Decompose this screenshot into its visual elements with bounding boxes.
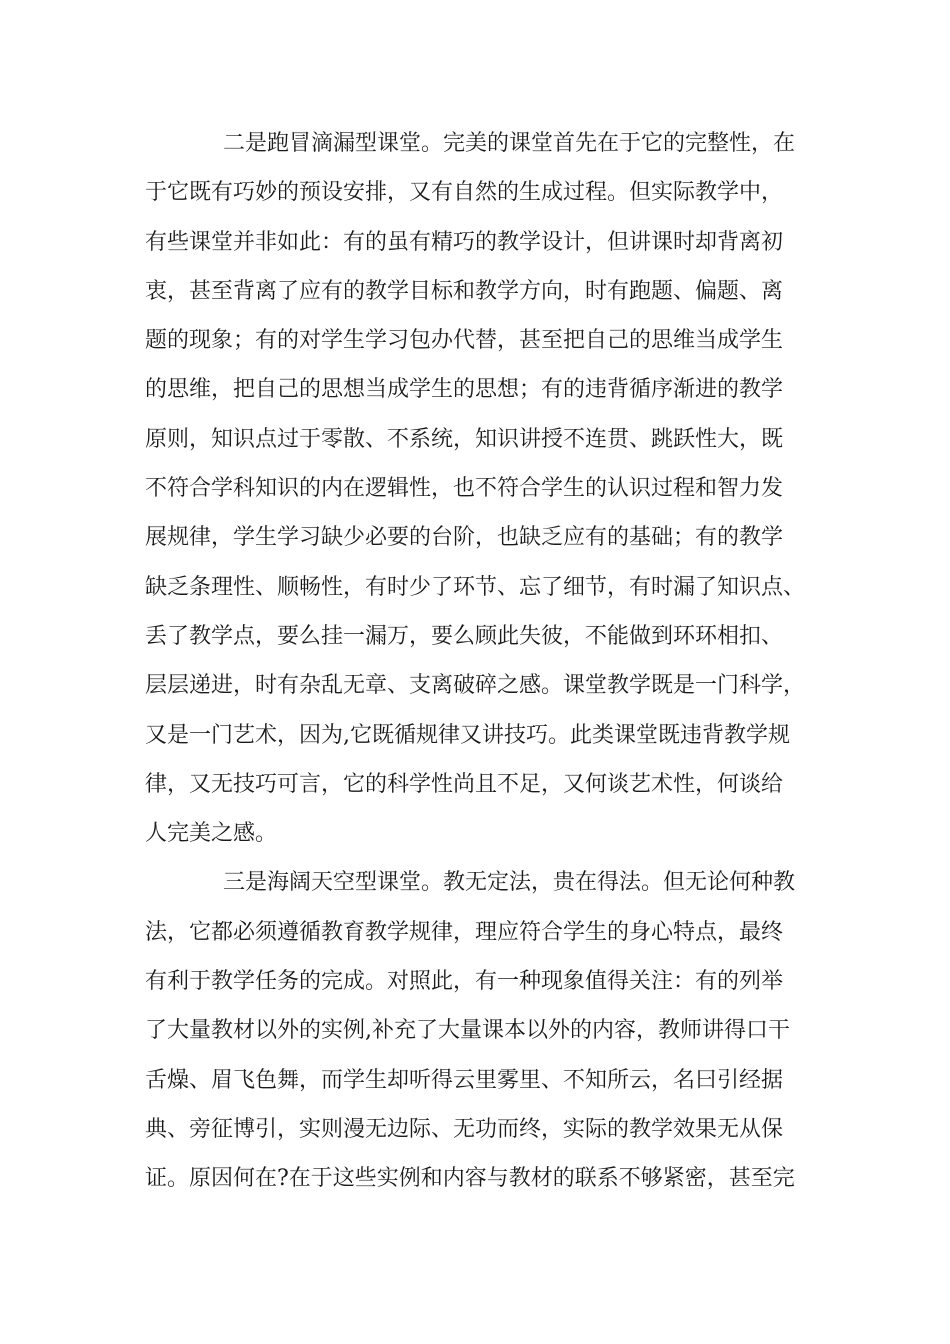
paragraph-line: 法，它都必须遵循教育教学规律，理应符合学生的身心特点，最终 — [145, 919, 784, 945]
paragraph-line: 于它既有巧妙的预设安排，又有自然的生成过程。但实际教学中， — [145, 180, 784, 206]
paragraph-line: 了大量教材以外的实例,补充了大量课本以外的内容，教师讲得口干 — [145, 1018, 790, 1044]
paragraph-3 — [145, 858, 835, 1203]
paragraph-line: 题的现象；有的对学生学习包办代替，甚至把自己的思维当成学生 — [145, 328, 784, 354]
paragraph-line: 典、旁征博引，实则漫无边际、无功而终，实际的教学效果无从保 — [145, 1116, 784, 1142]
paragraph-line: 层层递进，时有杂乱无章、支离破碎之感。课堂教学既是一门科学， — [145, 673, 806, 699]
body-text — [145, 119, 835, 1204]
paragraph-line: 衷，甚至背离了应有的教学目标和教学方向，时有跑题、偏题、离 — [145, 278, 784, 304]
paragraph-line: 的思维，把自己的思想当成学生的思想；有的违背循序渐进的教学 — [145, 377, 784, 403]
paragraph-line: 律，又无技巧可言，它的科学性尚且不足，又何谈艺术性，何谈给 — [145, 771, 784, 797]
paragraph-line: 三是海阔天空型课堂。教无定法，贵在得法。但无论何种教 — [223, 870, 796, 896]
paragraph-line: 丢了教学点，要么挂一漏万，要么顾此失彼，不能做到环环相扣、 — [145, 623, 784, 649]
paragraph-line: 人完美之感。 — [145, 821, 278, 847]
paragraph-line: 缺乏条理性、顺畅性，有时少了环节、忘了细节，有时漏了知识点、 — [145, 574, 806, 600]
paragraph-line: 二是跑冒滴漏型课堂。完美的课堂首先在于它的完整性，在 — [223, 131, 796, 156]
paragraph-line: 证。原因何在?在于这些实例和内容与教材的联系不够紧密，甚至完 — [145, 1166, 795, 1192]
paragraph-2 — [145, 119, 835, 858]
paragraph-line: 原则，知识点过于零散、不系统，知识讲授不连贯、跳跃性大，既 — [145, 426, 784, 452]
paragraph-line: 展规律，学生学习缺少必要的台阶，也缺乏应有的基础；有的教学 — [145, 525, 784, 551]
paragraph-line: 不符合学科知识的内在逻辑性，也不符合学生的认识过程和智力发 — [145, 476, 784, 502]
paragraph-line: 又是一门艺术，因为,它既循规律又讲技巧。此类课堂既违背教学规 — [145, 722, 790, 748]
paragraph-line: 有些课堂并非如此：有的虽有精巧的教学设计，但讲课时却背离初 — [145, 229, 784, 255]
paragraph-line: 有利于教学任务的完成。对照此，有一种现象值得关注：有的列举 — [145, 969, 784, 995]
paragraph-line: 舌燥、眉飞色舞，而学生却听得云里雾里、不知所云，名曰引经据 — [145, 1067, 784, 1093]
